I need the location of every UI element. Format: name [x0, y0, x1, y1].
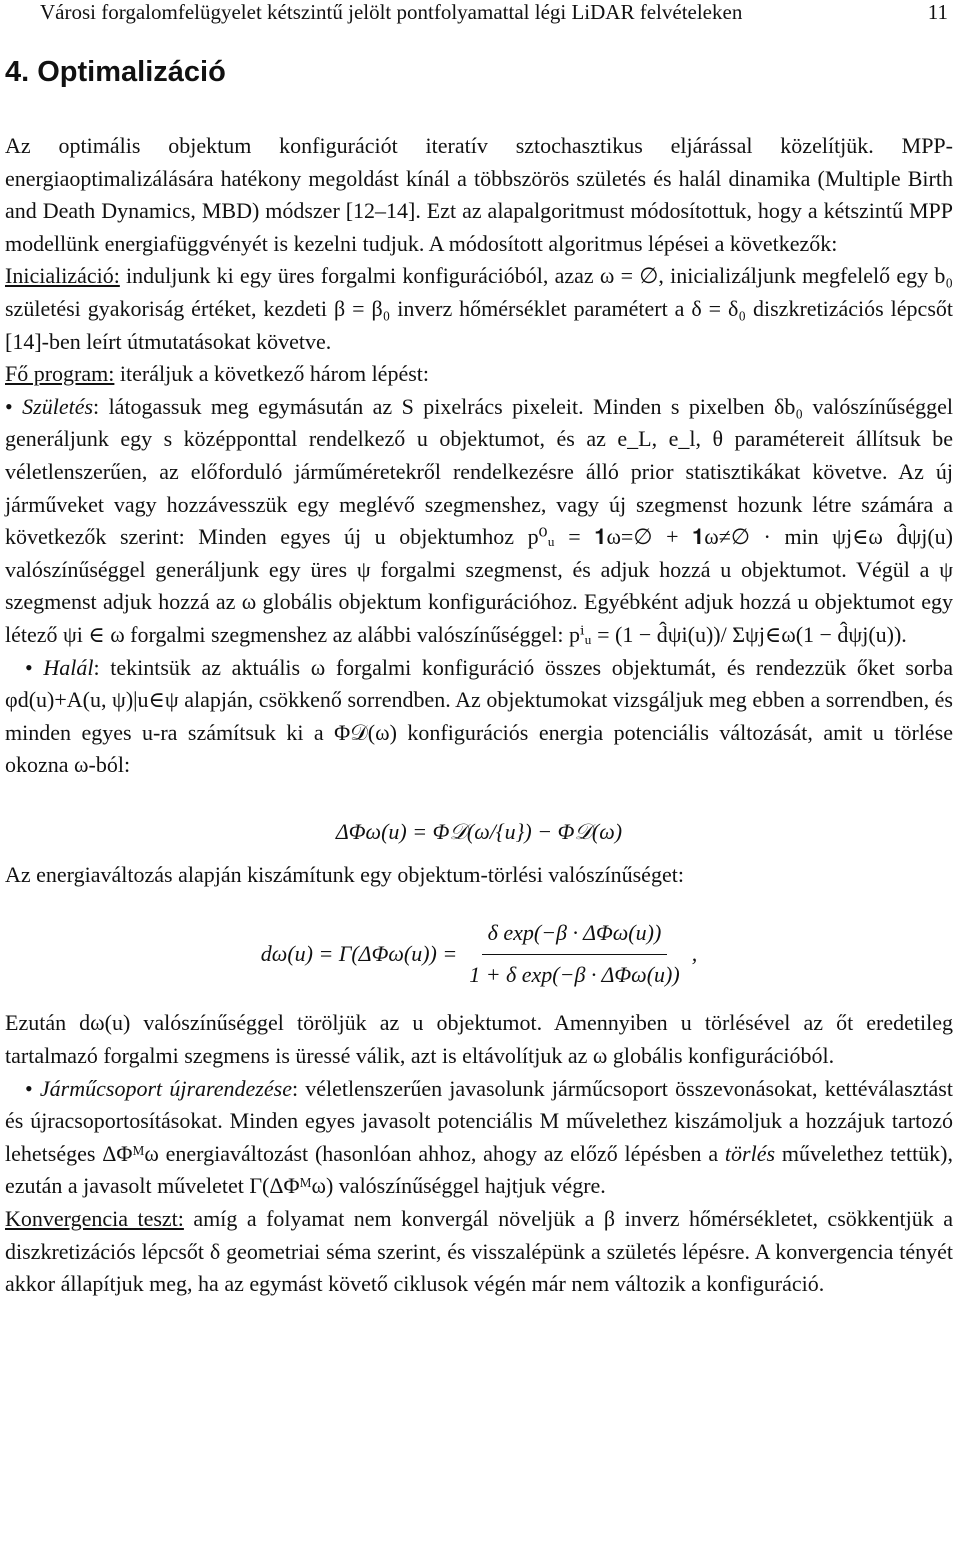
regroup-italic: törlés — [724, 1140, 776, 1166]
eq2-numerator: δ exp(−β · ΔΦω(u)) — [482, 917, 668, 955]
paragraph-init — [5, 260, 953, 358]
paragraph-convergence — [5, 1203, 953, 1301]
paragraph-main — [5, 358, 953, 391]
bullet-dot: • — [25, 1075, 40, 1101]
main-text — [5, 130, 953, 1301]
main-label: Fő program: — [5, 361, 115, 387]
birth-label: Születés — [22, 393, 94, 419]
eq2-denominator: 1 + δ exp(−β · ΔΦω(u)) — [469, 961, 680, 987]
regroup-text2: művelethez tettük), ezután a javasolt műveletet Γ(ΔΦᴹω) valószínűséggel hajtjuk végre. — [5, 1140, 954, 1199]
section-title: 4. Optimalizáció — [5, 56, 226, 88]
conv-label: Konvergencia teszt: — [5, 1206, 184, 1232]
regroup-label: Járműcsoport újrarendezése — [39, 1075, 292, 1101]
death-label: Halál — [43, 654, 94, 680]
equation-energy-change: ΔΦω(u) = Φ𝒟(ω/{u}) − Φ𝒟(ω) — [335, 818, 623, 844]
regroup-text: : véletlenszerűen javasolunk járműcsoport összevonásokat, kettéválasztást és újracsoportosításokat. Minden egyes javasolt potenciális M művelethez kiszámoljuk a hozzájuk tartozó lehetséges ΔΦᴹω energiaváltozást (hasonlóan ahhoz, ahogy az előző lépésben a — [5, 1075, 953, 1166]
init-text: induljunk ki egy üres forgalmi konfigurációból, azaz ω = ∅, inicializáljunk megfelelő egy b₀ születési gyakoriság értéket, kezdeti β = β₀ inverz hőmérséklet paramétert a δ = δ₀ diszkretizációs lépcsőt [14]-ben leírt útmutatásokat követve. — [5, 263, 953, 354]
running-header — [40, 0, 948, 28]
bullet-birth — [5, 391, 953, 652]
equation-death-probability — [5, 909, 953, 999]
eq2-trail: , — [691, 941, 698, 967]
paragraph-intro: Az optimális objektum konfigurációt iteratív sztochasztikus eljárással közelítjük. MPP-energiaoptimalizálására hatékony megoldást kínál a többszörös születés és halál dinamika (Multiple Birth and Death Dynamics, MBD) módszer [12–14]. Ezt az alapalgoritmust módosítottuk, hogy a kétszintű MPP modellünk energiafüggvényét is kezelni tudjuk. A módosított algoritmus lépései a következők: — [5, 133, 953, 256]
bullet-dot: • — [25, 654, 44, 680]
running-title: Városi forgalomfelügyelet kétszintű jelölt pontfolyamattal légi LiDAR felvételeken — [40, 0, 743, 24]
eq2-lhs: dω(u) = Γ(ΔΦω(u)) = — [260, 941, 458, 967]
init-label: Inicializáció: — [5, 263, 120, 289]
main-text: iteráljuk a következő három lépést: — [114, 361, 429, 387]
bullet-regroup — [5, 1073, 953, 1203]
page-number: 11 — [927, 0, 948, 24]
bullet-dot: • — [5, 393, 23, 419]
birth-text: : látogassuk meg egymásután az S pixelrács pixeleit. Minden s pixelben δb₀ valószínűséggel generáljunk egy s középponttal rendelkező u objektumot, és az e_L, e_l, θ paramétereit állítsuk be véletlenszerűen, az előforduló járműméretekről rendelkezésre álló prior statisztikákat követve. Az új járműveket vagy hozzávesszük egy meglévő szegmenshez, vagy új szegmenst hozunk létre számára a következők szerint: Minden egyes új u objektumhoz p⁰ᵤ = 𝟏ω=∅ + 𝟏ω≠∅ · min ψj∈ω d̂ψj(u) valószínűséggel generáljunk egy üres ψ forgalmi szegmenst, és adjuk hozzá u objektumot. Végül a ψ szegmenst adjuk hozzá az ω globális objektum konfigurációhoz. Egyébként adjuk hozzá u objektumot egy létező ψi ∈ ω forgalmi szegmenshez az alábbi valószínűséggel: pⁱᵤ = (1 − d̂ψi(u))/ Σψj∈ω(1 − d̂ψj(u)). — [5, 393, 954, 647]
death-text: : tekintsük az aktuális ω forgalmi konfiguráció összes objektumát, és rendezzük őket sorba φd(u)+A(u, ψ)|u∈ψ alapján, csökkenő sorrendben. Az objektumokat vizsgáljuk meg ebben a sorrendben, és minden egyes u-ra számítsuk ki a Φ𝒟(ω) konfigurációs energia potenciális változását, amit u törlése okozna ω-ból: — [5, 654, 953, 778]
paragraph-after: Ezután dω(u) valószínűséggel töröljük az u objektumot. Amennyiben u törlésével az őt eredetileg tartalmazó forgalmi szegmens is üressé válik, azt is eltávolítjuk az ω globális konfigurációból. — [5, 1010, 953, 1069]
conv-text: amíg a folyamat nem konvergál növeljük a β inverz hőmérsékletet, csökkentjük a diszkretizációs lépcsőt δ geometriai séma szerint, és visszalépünk a születés lépésre. A konvergencia tényét akkor állapítjuk meg, ha az egymást követő ciklusok végén már nem változik a konfiguráció. — [5, 1206, 953, 1297]
bullet-death — [5, 652, 953, 782]
eq2-fraction — [463, 917, 686, 991]
paragraph-energy: Az energiaváltozás alapján kiszámítunk egy objektum-törlési valószínűséget: — [5, 861, 684, 887]
